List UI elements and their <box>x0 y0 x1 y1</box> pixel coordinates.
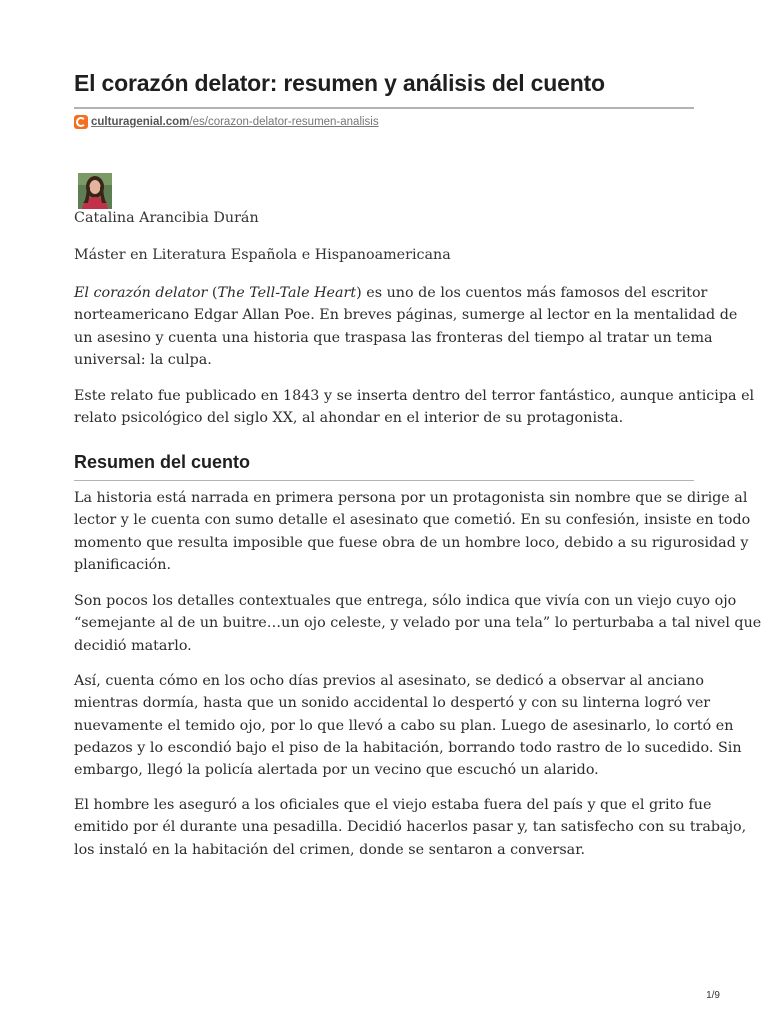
text-span: ( <box>207 285 218 301</box>
summary-paragraph-1 <box>74 487 751 576</box>
text-line: los instaló en la habitación del crimen, donde se sentaron a conversar. <box>74 841 586 858</box>
title-en: The Tell-Tale Heart <box>217 285 357 301</box>
text-line: norteamericano Edgar Allan Poe. En breves páginas, sumerge al lector en la mentalidad de <box>74 307 738 324</box>
summary-paragraph-3 <box>74 670 742 781</box>
text-line: planificación. <box>74 556 172 573</box>
title-es: El corazón delator <box>74 285 208 301</box>
text-line: Este relato fue publicado en 1843 y se inserta dentro del terror fantástico, aunque anticipa el <box>74 388 755 404</box>
intro-paragraph-1 <box>74 282 738 371</box>
text-line: nuevamente el temido ojo, por lo que llevó a cabo su plan. Luego de asesinarlo, lo cortó en <box>74 717 734 734</box>
text-line: lector y le cuenta con sumo detalle el asesinato que cometió. En su confesión, insiste en todo <box>74 512 751 529</box>
text-span: ) es uno de los cuentos más famosos del escritor <box>356 285 708 301</box>
text-line: mientras dormía, hasta que un sonido accidental lo despertó y con su linterna logró ver <box>74 695 711 712</box>
source-url-link[interactable] <box>91 116 379 128</box>
text-line: relato psicológico del siglo XX, al ahondar en el interior de su protagonista. <box>74 410 624 427</box>
text-line: Así, cuenta cómo en los ocho días previos al asesinato, se dedicó a observar al anciano <box>74 673 704 689</box>
author-avatar <box>78 173 112 209</box>
page-number: 1/9 <box>706 990 720 1001</box>
text-line: universal: la culpa. <box>74 351 212 368</box>
text-line: pedazos y lo escondió bajo el piso de la habitación, borrando todo rastro de lo sucedido. Sin <box>74 739 742 756</box>
source-domain: culturagenial.com <box>91 116 190 128</box>
source-path: /es/corazon-delator-resumen-analisis <box>189 116 379 128</box>
source-link-row[interactable] <box>74 113 379 131</box>
page-title: El corazón delator: resumen y análisis del cuento <box>74 70 605 96</box>
intro-paragraph-2 <box>74 385 755 430</box>
author-credential: Máster en Literatura Española e Hispanoamericana <box>74 247 451 263</box>
text-line: embargo, llegó la policía alertada por un vecino que escuchó un alarido. <box>74 762 599 779</box>
text-line: El hombre les aseguró a los oficiales que el viejo estaba fuera del país y que el grito fue <box>74 797 712 813</box>
text-line: La historia está narrada en primera persona por un protagonista sin nombre que se dirige al <box>74 490 748 506</box>
text-line: decidió matarlo. <box>74 637 192 654</box>
text-line: Son pocos los detalles contextuales que entrega, sólo indica que vivía con un viejo cuyo ojo <box>74 593 737 609</box>
site-favicon-icon <box>74 115 88 129</box>
section-divider <box>74 480 694 481</box>
author-name: Catalina Arancibia Durán <box>74 210 259 226</box>
section-heading: Resumen del cuento <box>74 452 251 472</box>
title-divider <box>74 107 694 109</box>
text-line: emitido por él durante una pesadilla. Decidió hacerlos pasar y, tan satisfecho con su trabajo, <box>74 819 747 836</box>
text-line: un asesino y cuenta una historia que traspasa las fronteras del tiempo al tratar un tema <box>74 329 713 346</box>
summary-paragraph-2 <box>74 590 762 657</box>
summary-paragraph-4 <box>74 794 747 861</box>
text-line: “semejante al de un buitre…un ojo celeste, y velado por una tela” lo perturbaba a tal nivel que <box>74 615 762 632</box>
text-line: momento que resulta imposible que fuese obra de un hombre loco, debido a su rigurosidad y <box>74 534 749 551</box>
